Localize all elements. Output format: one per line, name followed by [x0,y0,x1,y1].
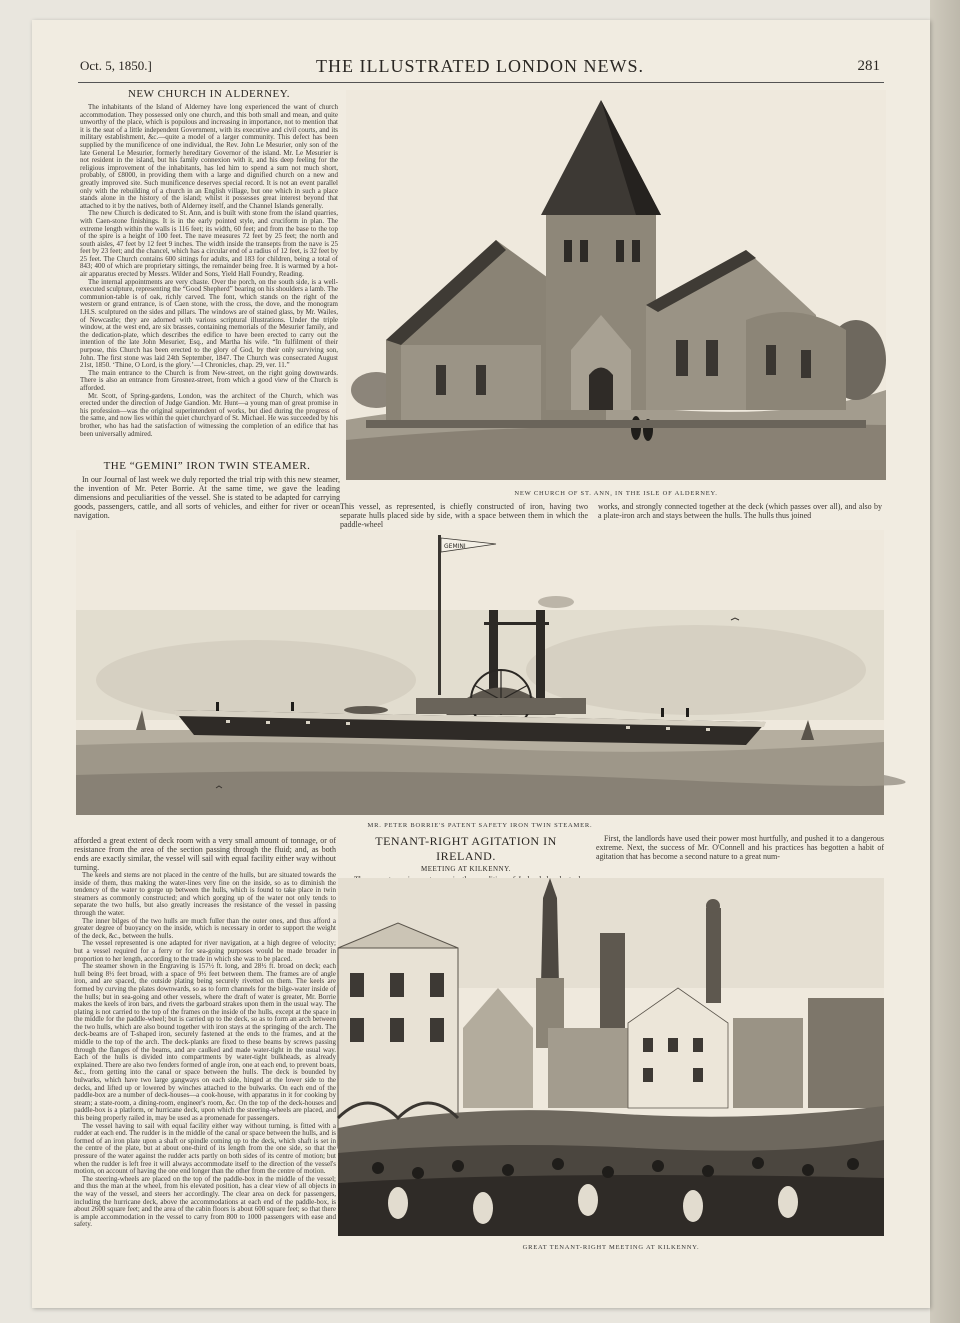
church-paragraph: The internal appointments are very chaste. Over the porch, on the south side, is a well-executed sculpture, representing the “Good Shepherd” bearing on his shoulders a lamb. The communion-table is of oak, richly carved. The font, which stands on the right of the western or grand entrance, is of Caen stone, with the cross, the dove, and the monogram I.H.S. sculptured on the sides and pillars. The windows are of stained glass, by Mr. Wailes, of Newcastle; they are adorned with various scriptural illustrations. Under the triple window, at the west end, are six brasses, containing memorials of the Mesurier family, and the dedication-plate, which describes the edifice to have been erected to carry out the intention of the late John Mesurier, Esq., and Martha his wife. “In fulfilment of their purpose, this Church has been erected to the glory of God, by their only surviving son, John. The first stone was laid 24th September, 1847. The Church was consecrated August 21st, 1850. ‘Thine, O Lord, is the glory.’—I Chronicles, chap. 29, ver. 11.” [80,277,338,370]
church-article [80,86,338,456]
kilkenny-caption: GREAT TENANT-RIGHT MEETING AT KILKENNY. [522,1244,700,1251]
tenant-subheading: MEETING AT KILKENNY. [420,865,512,873]
steamer-paragraph: The steamer shown in the Engraving is 157½ ft. long, and 28½ ft. broad on deck; each hull being 8½ feet broad, with a space of 9½ feet between them. The frames are of angle iron, and are spaced, the outside plating being securely rivetted on them. The keels are formed by curving the plates downwards, so as to form channels for the bilge-water inside of the hulls; but in sea-going and other vessels, where the draft of water is greater, Mr. Borrie makes the keels of iron bars, and rivets the garboard strakes upon them in the usual way. The plating is not carried to the top of the frames on the inside of the hulls, except at the space in the middle for the paddle-wheel; but is carried up to the deck, so as to form an arch between the two hulls, which are also bound together with iron stays at the springing of the arch. The deck-beams are of T-shaped iron, securely fastened at the ends to the frames, and at the middle to the top of the arch. The deck-planks are fixed to these beams by screws passing through the flanges of the beams, and are caulked and made water-tight in the usual way. Each of the hulls is divided into compartments by water-tight bulkheads, as already explained. There are also two fenders formed of angle iron, one at each end, to prevent boats, &c., from getting into the canal or space between the hulls. The deck is bounded by bulwarks, which have two large gangways on each side, hinged at the lower side to the decks, and lifted up or lowered by winches attached to the bulwarks. On each end of the paddle-box are a number of deck-houses—a cook-house, with apparatus in it for cooking by steam; a state-room, a dining-room, engineer's room, &c. On the top of the deck-houses and paddle-box is a platform, or hurricane deck, upon which the steering-wheels are placed, and this being properly railed in, may be used as a promenade for passengers. [74,962,336,1122]
masthead [80,56,880,80]
issue-date: Oct. 5, 1850.] [80,58,152,73]
steamer-paragraph: The inner bilges of the two hulls are much fuller than the outer ones, and thus afford a greater degree of buoyancy on the inside, which is necessary in order to support the weight of the deck, &c., between the hulls. [74,916,336,940]
gemini-paragraph: In our Journal of last week we duly reported the trial trip with this new steamer, the invention of Mr. Peter Borrie. At the same time, we gave the leading dimensions and peculiarities of the vessel. She is stated to be adapted for carrying goods, passengers, cattle, and all sorts of vehicles, and either for river or ocean navigation. [74,475,340,520]
steamer-paragraph: The vessel having to sail with equal facility either way without turning, is fitted with a rudder at each end. The rudder is in the middle of the canal or space between the hulls, and is formed of an iron plate upon a shaft or spindle coming up to the deck, which shaft is set in the centre of the plate, but at about one-third of its length from the one side, so that the pressure of the water against the rudder acts partly on both sides of its centre of motion; but when the rudder is left free it will always accommodate itself to the direction of the vessel's motion, on account of having the one end longer than the other from the centre of motion. [74,1121,336,1176]
masthead-rule [78,82,884,83]
gemini-column-3 [598,502,882,524]
church-engraving [346,90,886,480]
gemini-article [74,460,340,532]
steamer-paragraph: The vessel represented is one adapted for river navigation, at a high degree of velocity; but a vessel required for a ferry or for sea-going purposes would be made broader in proportion to her length, according to the trade in which she was to be placed. [74,939,336,963]
steamer-paragraph: The steering-wheels are placed on the top of the paddle-box in the middle of the vessel; and thus the man at the wheel, from his elevated position, has a clear view of all objects in the way of the vessel, and steers her accordingly. The clear area on deck for passengers, including the hurricane deck, above the accommodations at each end of the paddle-box, is about 2600 square feet; and the area of the cabin floors is about 600 square feet; so that there is ample accommodation in the vessel to carry from 800 to 1000 passengers with ease and safety. [74,1174,336,1229]
church-paragraph: The inhabitants of the Island of Alderney have long experienced the want of church accommodation. They possessed only one church, and this both small and mean, and quite unworthy of the place, which is populous and increasing in importance, not to mention that it is the seat of a little independent Government, with its executive and civil courts, and its military establishment, &c.—quite a model of a larger community. This defect has been supplied by the munificence of one individual, the Rev. John Le Mesurier, only son of the late General Le Mesurier, formerly hereditary Governor of the island. Mr. Le Mesurier is not resident in the island, but his family connexion with it, and his deep feeling for the religious improvement of the inhabitants, has led him to spend a sum not much short, probably, of £8000, in providing them with a large and dignified church on a new and greatly improved site. Such munificence deserves special record. It is not an event parallel only with the rebuilding of a church in an English village, but one which in such a place stands alone in the history of the island; whilst it possesses great interest beyond that attached to it by the natives, both of Alderney itself, and the Channel Islands generally. [80,103,338,210]
page-edge [930,0,960,1323]
gemini-column-text: This vessel, as represented, is chiefly constructed of iron, having two separate hulls placed side by side, with a space between them in which the paddle-wheel [340,502,588,529]
tenant-heading: TENANT-RIGHT AGITATION IN IRELAND. [375,834,557,863]
gemini-heading: THE “GEMINI” IRON TWIN STEAMER. [103,460,311,472]
steamer-paragraph: afforded a great extent of deck room with a very small amount of tonnage, or of resistance from the area of the section passing through the fluid; and, as both ends are exactly similar, the vessel will sail with equal facility either way without turning. [74,836,336,872]
steamer-engraving [76,530,884,815]
church-paragraph: The new Church is dedicated to St. Ann, and is built with stone from the island quarries, with Caen-stone finishings. It is in the early pointed style, and cruciform in plan. The extreme length within the walls is 116 feet; its width, 60 feet; and from the base to the top of the spire is a height of 100 feet. The nave measures 72 feet by 25 feet; the north and south aisles, 47 feet by 12 feet 9 inches. The width inside the transepts from the nave is 25 feet by 23 feet; and the chancel, which has a circular end of a radius of 12 feet, is 32 feet by 25 feet. The Church contains 600 sittings for adults, and 183 for children, being a total of 843; 400 of which are proprietary sittings, the remainder being free. It is warmed by a hot-air apparatus erected by Messrs. Wilder and Sons, Yield Hall Foundry, Reading. [80,209,338,279]
gemini-column-2 [340,502,588,529]
gemini-column-text: works, and strongly connected together at the deck (which passes over all), and also by a plate-iron arch and stays between the hulls. The hulls thus joined [598,502,882,520]
steamer-flag-label: GEMINI [444,543,466,550]
tenant-paragraph: First, the landlords have used their power most hurtfully, and pushed it to a dangerous extreme. Next, the success of Mr. O'Connell and his practices has begotten a habit of agitation that has become a second nature to a great num- [596,834,884,861]
tenant-column-2 [596,834,884,866]
steamer-paragraph: The keels and stems are not placed in the centre of the hulls, but are situated towards the inside of them, thus making the water-lines very fine on the inside, so as to diminish the tendency of the water to gorge up between the hulls, which is found to take place in twin steamers as commonly constructed; and which gorging up of the water not only tends to separate the two hulls, but also greatly increases the resistance of the vessel in passing through the water. [74,871,336,917]
page-number: 281 [857,58,880,74]
newspaper-title: THE ILLUSTRATED LONDON NEWS. [316,56,644,76]
church-caption: NEW CHURCH OF ST. ANN, IN THE ISLE OF ALDERNEY. [514,490,718,497]
steamer-caption: MR. PETER BORRIE'S PATENT SAFETY IRON TWIN STEAMER. [367,822,593,829]
church-paragraph: The main entrance to the Church is from New-street, on the right going downwards. There is also an entrance from Grosnez-street, from which a good view of the Church is afforded. [80,368,338,392]
church-heading: NEW CHURCH IN ALDERNEY. [127,88,291,100]
kilkenny-engraving [338,878,884,1236]
church-paragraph: Mr. Scott, of Spring-gardens, London, was the architect of the Church, which was erected under the direction of Judge Gandion. Mr. Hunt—a young man of great promise in his profession—was the original superintendent of works, but died during the progress of the same, and now lies within the quiet churchyard of St. Michael. He was succeeded by his brother, who has had the satisfaction of witnessing the completion of an edifice that has been universally admired. [80,391,338,438]
steamer-article-continued [74,836,336,1264]
